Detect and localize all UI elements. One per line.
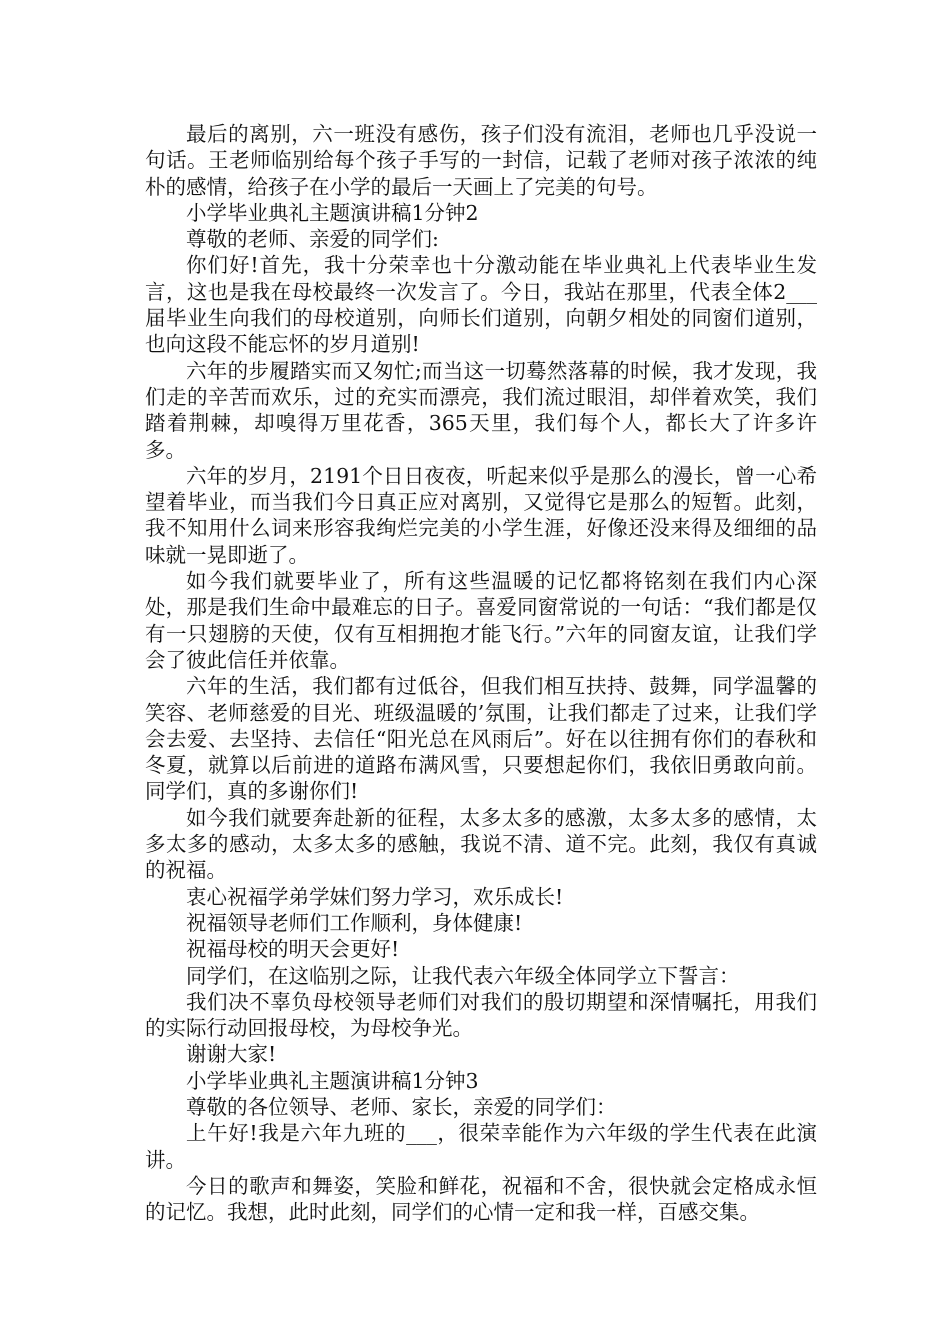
paragraph-memories: 如今我们就要毕业了，所有这些温暖的记忆都将铭刻在我们内心深处，那是我们生命中最难忘的日子。喜爱同窗常说的一句话：“我们都是仅有一只翅膀的天使，仅有互相拥抱才能飞行。”六年的同窗友谊，让我们学会了彼此信任并依靠。 [145,569,817,672]
salutation-leaders-parents: 尊敬的各位领导、老师、家长，亲爱的同学们： [186,1094,617,1119]
paragraph-songs-dances: 今日的歌声和舞姿，笑脸和鲜花，祝福和不舍，很快就会定格成永恒的记忆。我想，此时此刻，同学们的心情一定和我一样，百感交集。 [145,1173,817,1225]
paragraph-thanks: 谢谢大家! [186,1042,277,1067]
paragraph-six-years-steps: 六年的步履踏实而又匆忙;而当这一切蓦然落幕的时候，我才发现，我们走的辛苦而欢乐，过的充实而漂亮，我们流过眼泪，却伴着欢笑，我们踏着荆棘，却嗅得万里花香，365天里，我们每个人，都长大了许多许多。 [145,358,817,462]
paragraph-greeting: 你们好!首先，我十分荣幸也十分激动能在毕业典礼上代表毕业生发言，这也是我在母校最终一次发言了。今日，我站在那里，代表全体2___届毕业生向我们的母校道别，向师长们道别，向朝夕相处的同窗们道别，也向这段不能忘怀的岁月道别! [145,253,817,357]
paragraph-six-years-life: 六年的生活，我们都有过低谷，但我们相互扶持、鼓舞，同学温馨的笑容、老师慈爱的目光、班级温暖的’氛围，让我们都走了过来，让我们学会去爱、去坚持、去信任“阳光总在风雨后”。好在以往拥有你们的春秋和冬夏，就算以后前进的道路布满风雪，只要想起你们，我依旧勇敢向前。同学们，真的多谢你们! [145,674,817,804]
paragraph-new-journey: 如今我们就要奔赴新的征程，太多太多的感激，太多太多的感情，太多太多的感动，太多太多的感触，我说不清、道不完。此刻，我仅有真诚的祝福。 [145,805,817,883]
paragraph-wish-school: 祝福母校的明天会更好! [186,937,400,962]
document-body [145,121,817,1225]
salutation-teachers-classmates: 尊敬的老师、亲爱的同学们: [186,227,439,252]
speech-title-3: 小学毕业典礼主题演讲稿1分钟3 [186,1068,479,1093]
paragraph-oath-intro: 同学们，在这临别之际，让我代表六年级全体同学立下誓言： [186,963,740,988]
paragraph-wish-juniors: 衷心祝福学弟学妹们努力学习，欢乐成长! [186,884,564,909]
paragraph-morning-greeting: 上午好!我是六年九班的___，很荣幸能作为六年级的学生代表在此演讲。 [145,1121,817,1172]
paragraph-wish-teachers: 祝福领导老师们工作顺利，身体健康! [186,910,523,935]
speech-title-2: 小学毕业典礼主题演讲稿1分钟2 [186,200,479,225]
paragraph-six-years-time: 六年的岁月，2191个日日夜夜，听起来似乎是那么的漫长，曾一心希望着毕业，而当我们今日真正应对离别，又觉得它是那么的短暂。此刻，我不知用什么词来形容我绚烂完美的小学生涯，好像还没来得及细细的品味就一晃即逝了。 [145,463,817,567]
paragraph-oath: 我们决不辜负母校领导老师们对我们的殷切期望和深情嘱托，用我们的实际行动回报母校，为母校争光。 [145,989,817,1041]
paragraph-farewell-letter: 最后的离别，六一班没有感伤，孩子们没有流泪，老师也几乎没说一句话。王老师临别给每个孩子手写的一封信，记载了老师对孩子浓浓的纯朴的感情，给孩子在小学的最后一天画上了完美的句号。 [145,122,817,199]
